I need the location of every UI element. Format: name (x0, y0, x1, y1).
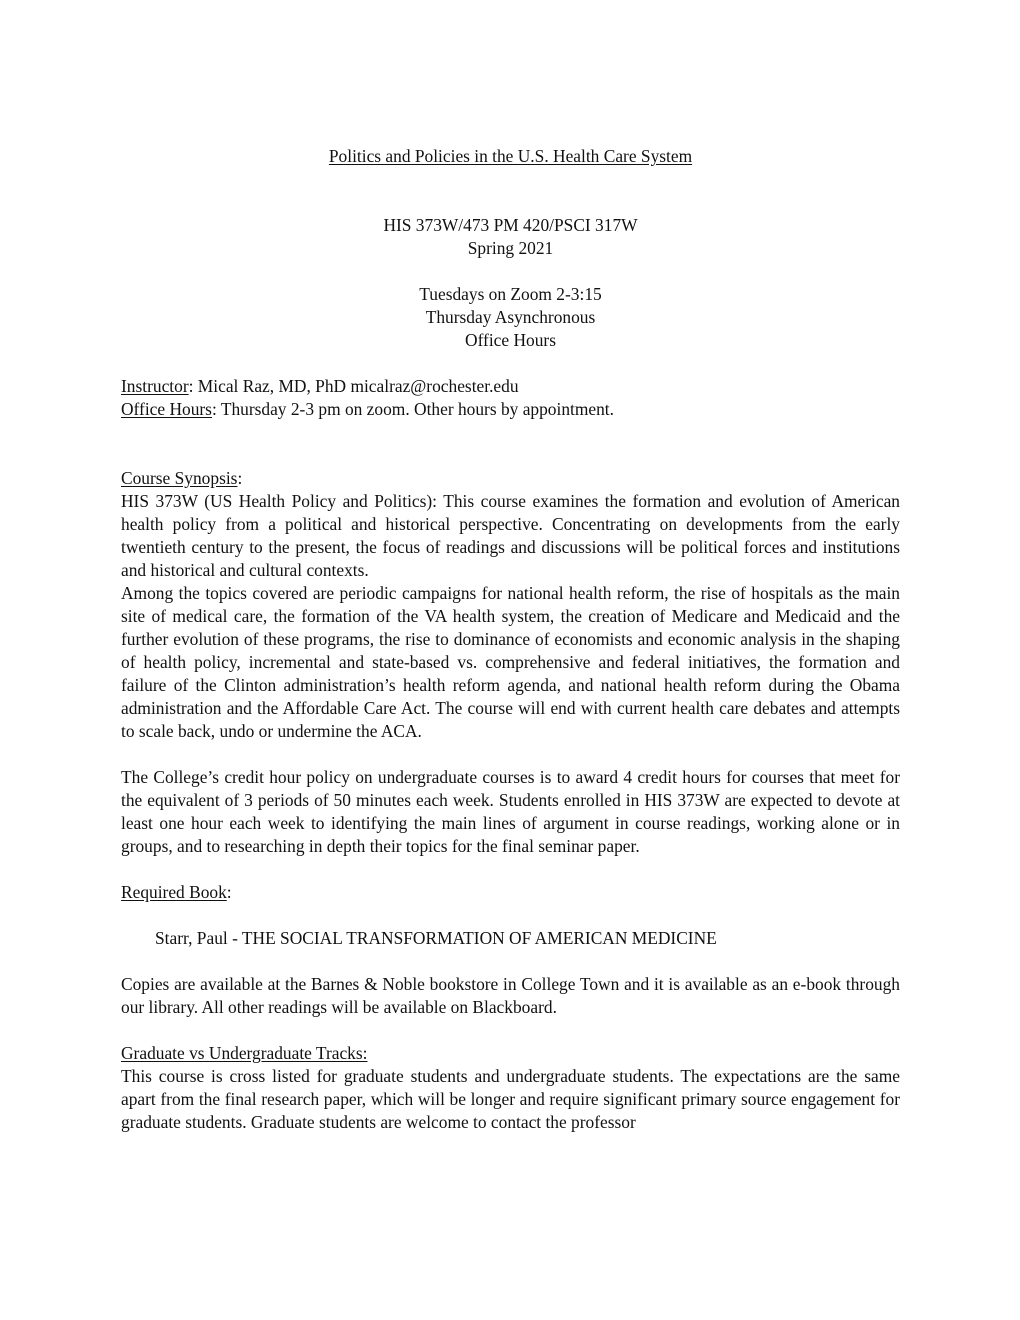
tracks-heading (121, 1042, 900, 1065)
syllabus-page (121, 145, 900, 1134)
office-hours-line (121, 398, 900, 421)
course-title-text: Politics and Policies in the U.S. Health Care System (328, 146, 693, 166)
tracks-section (121, 1042, 900, 1134)
required-book-section (121, 881, 900, 950)
tracks-label: Graduate vs Undergraduate Tracks: (121, 1043, 368, 1063)
synopsis-paragraph-1: HIS 373W (US Health Policy and Politics): This course examines the formation and evolution of American health policy from a political and historical perspective. Concentrating on developments from the early twentieth century to the present, the focus of readings and discussions will be political forces and institutions and historical and cultural contexts. (121, 491, 900, 580)
course-term: Spring 2021 (467, 238, 554, 258)
required-book-entry: Starr, Paul - THE SOCIAL TRANSFORMATION OF AMERICAN MEDICINE (155, 928, 717, 948)
synopsis-heading (121, 467, 900, 490)
contact-block (121, 375, 900, 421)
credit-policy-paragraph: The College’s credit hour policy on undergraduate courses is to award 4 credit hours for courses that meet for the equivalent of 3 periods of 50 minutes each week. Students enrolled in HIS 373W are expected to devote at least one hour each week to identifying the main lines of argument in course readings, working alone or in groups, and to researching in depth their topics for the final seminar paper. (121, 767, 900, 856)
synopsis-paragraph-2: Among the topics covered are periodic campaigns for national health reform, the rise of hospitals as the main site of medical care, the formation of the VA health system, the creation of Medicare and Medicaid and the further evolution of these programs, the rise to dominance of economists and economic analysis in the shaping of health policy, incremental and state-based vs. comprehensive and federal initiatives, the formation and failure of the Clinton administration’s health reform agenda, and national health reform during the Obama administration and the Affordable Care Act. The course will end with current health care debates and attempts to scale back, undo or undermine the ACA. (121, 583, 900, 741)
synopsis-section (121, 467, 900, 743)
required-book-label: Required Book (121, 882, 227, 902)
schedule-line-2: Thursday Asynchronous (425, 307, 596, 327)
instructor-line (121, 375, 900, 398)
tracks-paragraph: This course is cross listed for graduate students and undergraduate students. The expectations are the same apart from the final research paper, which will be longer and require significant primary source engagement for graduate students. Graduate students are welcome to contact the professor (121, 1066, 900, 1132)
copies-paragraph: Copies are available at the Barnes & Noble bookstore in College Town and it is available as an e-book through our library. All other readings will be available on Blackboard. (121, 974, 900, 1017)
office-hours-value: : Thursday 2-3 pm on zoom. Other hours by appointment. (211, 399, 614, 419)
office-hours-label: Office Hours (121, 399, 212, 419)
schedule-line-1: Tuesdays on Zoom 2-3:15 (419, 284, 602, 304)
course-title (121, 145, 900, 168)
synopsis-label: Course Synopsis (121, 468, 238, 488)
instructor-value: : Mical Raz, MD, PhD micalraz@rochester.edu (188, 376, 519, 396)
course-numbers: HIS 373W/473 PM 420/PSCI 317W (383, 215, 638, 235)
schedule-block (121, 283, 900, 352)
required-book-heading (121, 881, 900, 904)
course-info (121, 214, 900, 260)
required-book-colon: : (226, 882, 232, 902)
schedule-line-3: Office Hours (465, 330, 556, 350)
instructor-label: Instructor (121, 376, 189, 396)
synopsis-colon: : (237, 468, 243, 488)
